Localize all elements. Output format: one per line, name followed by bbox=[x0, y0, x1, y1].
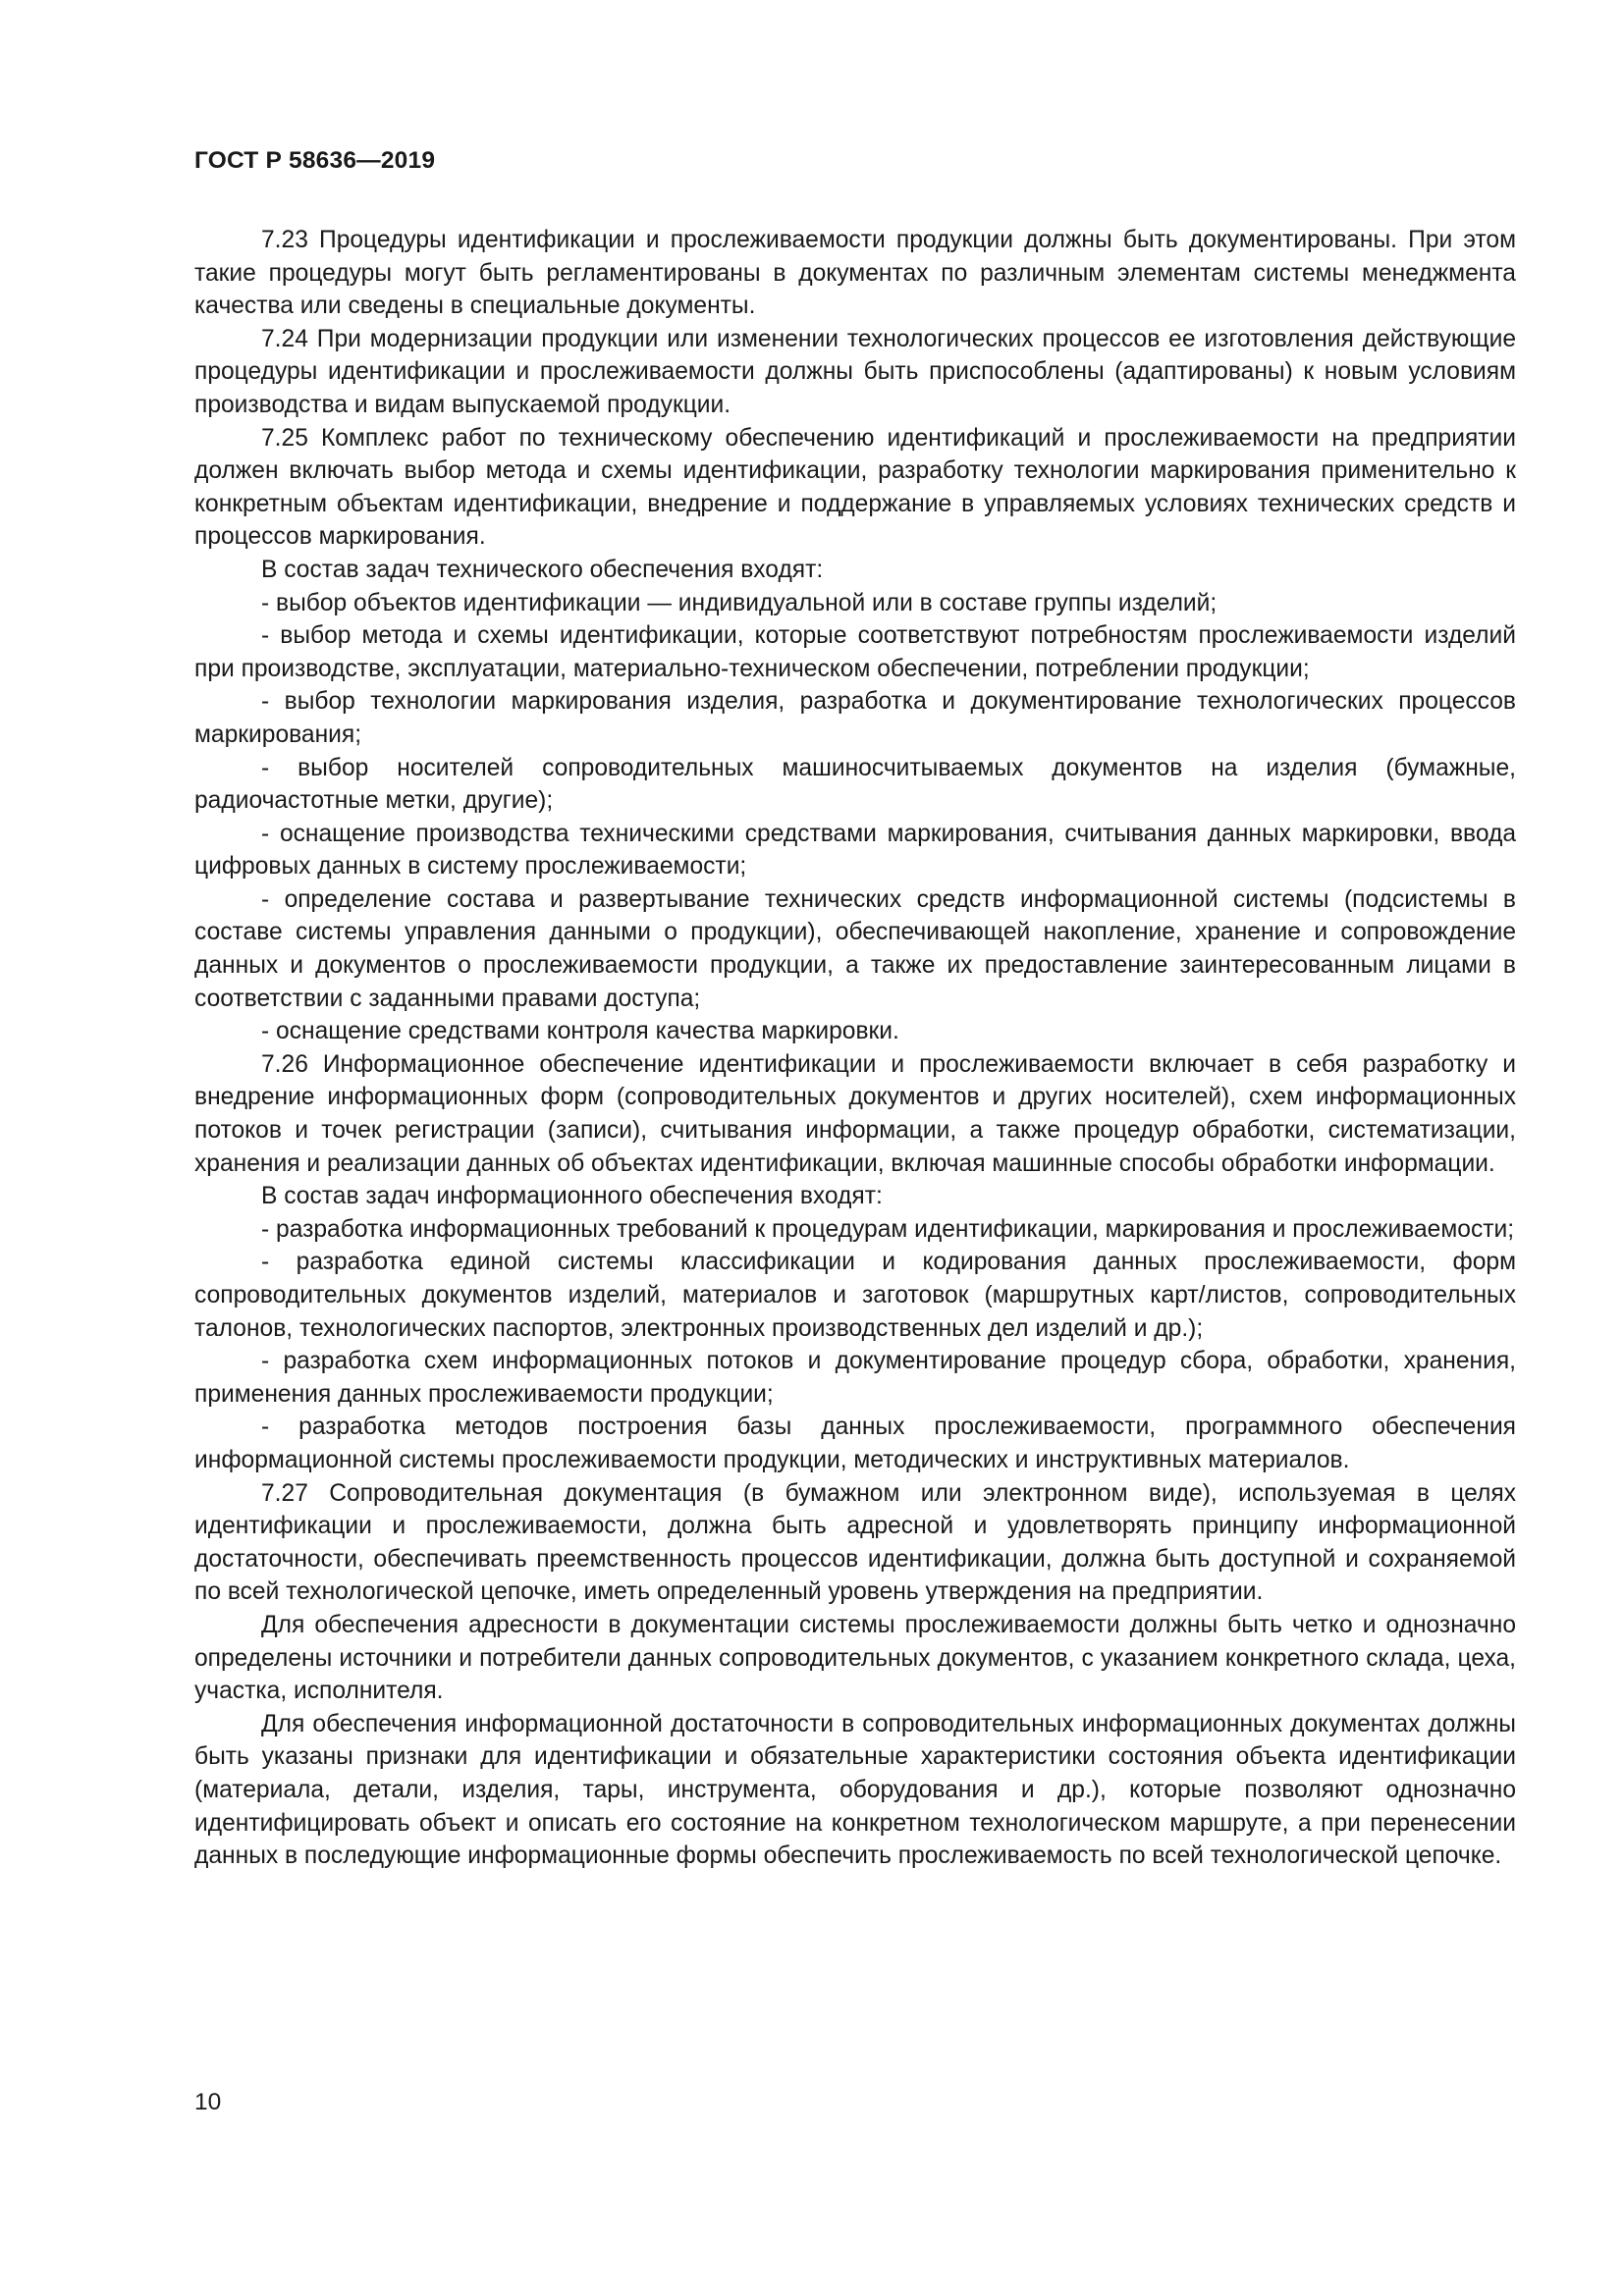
list-item: - выбор объектов идентификации — индивидуальной или в составе группы изделий; bbox=[261, 589, 1218, 616]
paragraph-7-26: 7.26 Информационное обеспечение идентификации и прослеживаемости включает в себя разработку и внедрение информационных форм (сопроводительных документов и других носителей), схем информационных потоков и точек регистрации (записи), считывания информации, а также процедур обработки, систематизации, хранения и реализации данных об объектах идентификации, включая машинные способы обработки информации. bbox=[194, 1050, 1516, 1177]
paragraph-7-27: 7.27 Сопроводительная документация (в бумажном или электронном виде), используемая в целях идентификации и прослеживаемости, должна быть адресной и удовлетворять принципу информационной достаточности, обеспечивать преемственность процессов идентификации, должна быть доступной и сохраняемой по всей технологической цепочке, иметь определенный уровень утверждения на предприятии. bbox=[194, 1479, 1516, 1606]
standard-header: ГОСТ Р 58636—2019 bbox=[194, 147, 436, 174]
list-item: - разработка методов построения базы данных прослеживаемости, программного обеспечения информационной системы прослеживаемости продукции, методических и инструктивных материалов. bbox=[194, 1414, 1516, 1473]
paragraph-7-24: 7.24 При модернизации продукции или изменении технологических процессов ее изготовления действующие процедуры идентификации и прослеживаемости должны быть приспособлены (адаптированы) к новым условиям производства и видам выпускаемой продукции. bbox=[194, 325, 1516, 418]
paragraph-7-23: 7.23 Процедуры идентификации и прослеживаемости продукции должны быть документированы. При этом такие процедуры могут быть регламентированы в документах по различным элементам системы менеджмента качества или сведены в специальные документы. bbox=[194, 227, 1516, 320]
list-item: - оснащение производства техническими средствами маркирования, считывания данных маркировки, ввода цифровых данных в систему прослеживаемости; bbox=[194, 820, 1516, 881]
document-body bbox=[194, 224, 1516, 1873]
list-item: - выбор метода и схемы идентификации, которые соответствуют потребностям прослеживаемости изделий при производстве, эксплуатации, материально-техническом обеспечении, потреблении продукции; bbox=[194, 622, 1516, 682]
paragraph-7-25: 7.25 Комплекс работ по техническому обеспечению идентификаций и прослеживаемости на предприятии должен включать выбор метода и схемы идентификации, разработку технологии маркирования применительно к конкретным объектам идентификации, внедрение и поддержание в управляемых условиях технических средств и процессов маркирования. bbox=[194, 424, 1516, 551]
list-item: - оснащение средствами контроля качества маркировки. bbox=[261, 1018, 899, 1045]
list-item: - разработка схем информационных потоков и документирование процедур сбора, обработки, хранения, применения данных прослеживаемости продукции; bbox=[194, 1348, 1516, 1408]
paragraph-technical-tasks-intro: В состав задач технического обеспечения входят: bbox=[261, 556, 824, 583]
paragraph-addressability: Для обеспечения адресности в документации системы прослеживаемости должны быть четко и однозначно определены источники и потребители данных сопроводительных документов, с указанием конкретного склада, цеха, участка, исполнителя. bbox=[194, 1611, 1516, 1705]
list-item: - выбор носителей сопроводительных машиносчитываемых документов на изделия (бумажные, радиочастотные метки, другие); bbox=[194, 754, 1516, 815]
list-item: - выбор технологии маркирования изделия, разработка и документирование технологических процессов маркирования; bbox=[194, 688, 1516, 748]
list-item: - разработка информационных требований к процедурам идентификации, маркирования и прослеживаемости; bbox=[261, 1215, 1515, 1243]
page-number: 10 bbox=[194, 2089, 222, 2115]
list-item: - разработка единой системы классификации и кодирования данных прослеживаемости, форм сопроводительных документов изделий, материалов и заготовок (маршрутных карт/листов, сопроводительных талонов, технологических паспортов, электронных производственных дел изделий и др.); bbox=[194, 1249, 1516, 1342]
paragraph-information-sufficiency: Для обеспечения информационной достаточности в сопроводительных информационных документах должны быть указаны признаки для идентификации и обязательные характеристики состояния объекта идентификации (материала, детали, изделия, тары, инструмента, оборудования и др.), которые позволяют однозначно идентифицировать объект и описать его состояние на конкретном технологическом маршруте, а при перенесении данных в последующие информационные формы обеспечить прослеживаемость по всей технологической цепочке. bbox=[194, 1710, 1516, 1870]
paragraph-information-tasks-intro: В состав задач информационного обеспечения входят: bbox=[261, 1183, 883, 1210]
list-item: - определение состава и развертывание технических средств информационной системы (подсистемы в составе системы управления данными о продукции), обеспечивающей накопление, хранение и сопровождение данных и документов о прослеживаемости продукции, а также их предоставление заинтересованным лицами в соответствии с заданными правами доступа; bbox=[194, 885, 1516, 1012]
